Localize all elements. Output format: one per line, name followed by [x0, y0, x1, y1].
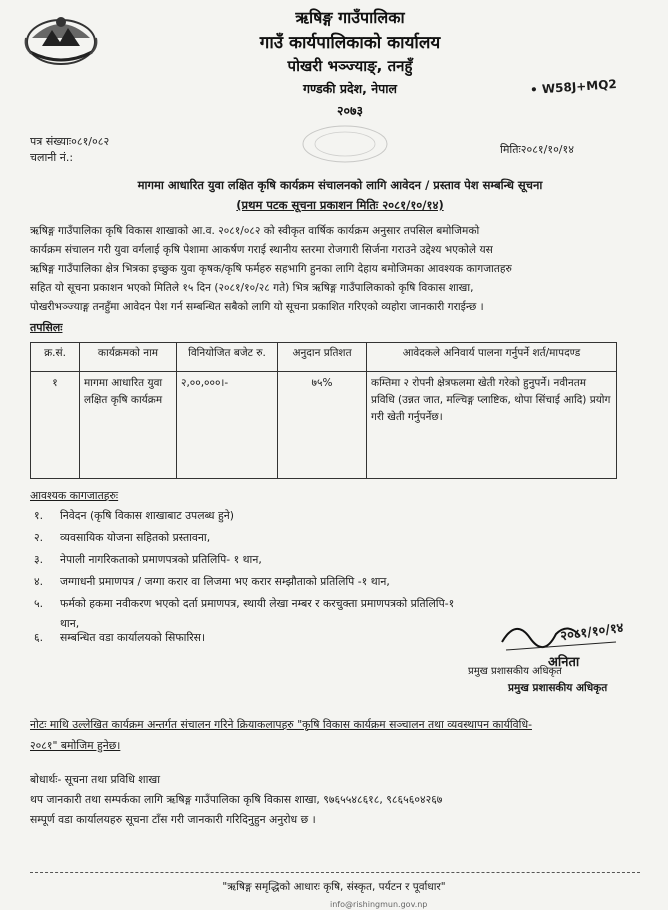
- cc-line: बोधार्थः- सूचना तथा प्रविधि शाखा: [30, 773, 161, 786]
- footer-email: info@rishingmun.gov.np: [330, 900, 428, 909]
- footer-slogan: "ऋषिङ्ग समृद्धिको आधारः कृषि, संस्कृत, पर्यटन र पूर्वाधार": [222, 881, 446, 893]
- signatory-title: प्रमुख प्रशासकीय अधिकृत: [508, 682, 608, 694]
- signatory-line: प्रमुख प्रशासकीय अधिकृत: [468, 666, 562, 677]
- publication-date-line: (प्रथम पटक सूचना प्रकाशन मितिः २०८१/१०/१४): [236, 198, 444, 212]
- signature-date: २०८१/१०/१४: [559, 620, 625, 645]
- list-item-text: सम्बन्धित वडा कार्यालयको सिफारिस।: [60, 631, 206, 644]
- list-item: [34, 530, 211, 545]
- col-header-conditions: आवेदकले अनिवार्य पालना गर्नुपर्ने शर्त/मापदण्ड: [367, 343, 617, 372]
- list-item-number: १.: [34, 509, 44, 522]
- request-line: सम्पूर्ण वडा कार्यालयहरु सूचना टाँस गरी जानकारी गरिदिनुहुन अनुरोध छ ।: [30, 813, 316, 826]
- cell-conditions: कम्तिमा २ रोपनी क्षेत्रफलमा खेती गरेको हुनुपर्ने। नवीनतम प्रविधि (उन्नत जात, मल्चिङ्ग प्लाष्टिक, थोपा सिंचाई आदि) प्रयोग गरी खेती गर्नुपर्नेछ।: [367, 372, 617, 479]
- list-item: [34, 552, 262, 567]
- letter-number: पत्र संख्याः०८१/०८२: [30, 135, 110, 148]
- table-row: [31, 372, 617, 479]
- list-item: [34, 574, 390, 589]
- list-item-number: ६.: [34, 631, 44, 644]
- municipality-name: ऋषिङ्ग गाउँपालिका: [295, 8, 405, 27]
- list-item-text: जग्गाधनी प्रमाणपत्र / जग्गा करार वा लिजमा भए करार सम्झौताको प्रतिलिपि -१ थान,: [60, 575, 390, 588]
- note-line: २०८१" बमोजिम हुनेछ।: [30, 739, 121, 752]
- table-header-row: [31, 343, 617, 372]
- list-item: [34, 630, 206, 645]
- list-item-text: थान,: [60, 617, 80, 630]
- body-line: पोखरीभञ्ज्याङ्ग तनहुँमा आवेदन पेश गर्न सम्बन्धित सबैको लागि यो सूचना प्रकाशित गरिएको व्यहोरा जानकारी गराईन्छ ।: [30, 301, 484, 313]
- col-header-budget: विनियोजित बजेट रु.: [177, 343, 278, 372]
- notice-body: [30, 222, 615, 317]
- note-line: नोटः माथि उल्लेखित कार्यक्रम अन्तर्गत संचालन गरिने क्रियाकलापहरु "कृषि विकास कार्यक्रम सञ्चालन तथा व्यवस्थापन कार्यविधि-: [30, 718, 532, 731]
- office-address: पोखरी भञ्ज्याङ्, तनहुँ: [287, 57, 413, 75]
- established-year: २०७३: [336, 103, 363, 118]
- list-item-number: ३.: [34, 553, 44, 566]
- cell-sn: १: [31, 372, 80, 479]
- signature-name: अनिता: [548, 655, 580, 670]
- list-item: [34, 596, 455, 611]
- plus-code: • W58J+MQ2: [529, 76, 618, 98]
- office-name: गाउँ कार्यपालिकाको कार्यालय: [259, 33, 441, 53]
- body-line: ऋषिङ्ग गाउँपालिका क्षेत्र भित्रका इच्छुक युवा कृषक/कृषि फर्महरु सहभागि हुनका लागि देहाय बमोजिमका आवश्यक कागजातहरु: [30, 263, 512, 275]
- list-item-text: व्यवसायिक योजना सहितको प्रस्तावना,: [60, 531, 211, 544]
- col-header-name: कार्यक्रमको नाम: [80, 343, 177, 372]
- note-block: [30, 714, 615, 756]
- body-line: कार्यक्रम संचालन गरी युवा वर्गलाई कृषि पेशामा आकर्षण गराई स्थानीय स्तरमा रोजगारी सिर्जना गराउने उद्देश्य भएकोले यस: [30, 244, 493, 256]
- faint-stamp-icon: [300, 124, 390, 164]
- contact-line: थप जानकारी तथा सम्पर्कका लागि ऋषिङ्ग गाउँपालिका कृषि विकास शाखा, ९७६५५४८६१८, ९८६५६०४२६७: [30, 793, 443, 806]
- list-item-text: नेपाली नागरिकताको प्रमाणपत्रको प्रतिलिपि- १ थान,: [60, 553, 262, 566]
- cell-percent: ७५%: [278, 372, 367, 479]
- cell-name: मागमा आधारित युवा लक्षित कृषि कार्यक्रम: [80, 372, 177, 479]
- letter-date: मितिः२०८१/१०/१४: [500, 143, 574, 156]
- list-item-number: ५.: [34, 597, 44, 610]
- footer-divider: [30, 872, 640, 873]
- col-header-sn: क्र.सं.: [31, 343, 80, 372]
- col-header-percent: अनुदान प्रतिशत: [278, 343, 367, 372]
- documents-heading: आवश्यक कागजातहरुः: [30, 489, 119, 502]
- body-line: सहित यो सूचना प्रकाशन भएको मितिले १५ दिन (२०८१/१०/२८ गते) भित्र ऋषिङ्ग गाउँपालिकाको कृषि विकास शाखा,: [30, 282, 474, 294]
- list-item-number: ४.: [34, 575, 44, 588]
- list-item-text: फर्मको हकमा नवीकरण भएको दर्ता प्रमाणपत्र, स्थायी लेखा नम्बर र करचुक्ता प्रमाणपत्रको प्रतिलिपि-१: [60, 597, 455, 610]
- notice-title: मागमा आधारित युवा लक्षित कृषि कार्यक्रम संचालनको लागि आवेदन / प्रस्ताव पेश सम्बन्धि सूचना: [137, 178, 543, 192]
- program-table: [30, 342, 617, 479]
- dispatch-number: चलानी नं.:: [30, 151, 74, 164]
- nepal-emblem-icon: [22, 8, 100, 66]
- list-item-number: २.: [34, 531, 44, 544]
- cell-budget: २,००,०००।-: [177, 372, 278, 479]
- body-line: ऋषिङ्ग गाउँपालिका कृषि विकास शाखाको आ.व. २०८१/०८२ को स्वीकृत वार्षिक कार्यक्रम अनुसार तपसिल बमोजिमको: [30, 225, 480, 237]
- tapasil-heading: तपसिलः: [30, 321, 63, 334]
- list-item-text: निवेदन (कृषि विकास शाखाबाट उपलब्ध हुने): [60, 509, 234, 522]
- province-name: गण्डकी प्रदेश, नेपाल: [303, 81, 397, 96]
- list-item: [34, 508, 234, 523]
- list-item: [60, 616, 79, 631]
